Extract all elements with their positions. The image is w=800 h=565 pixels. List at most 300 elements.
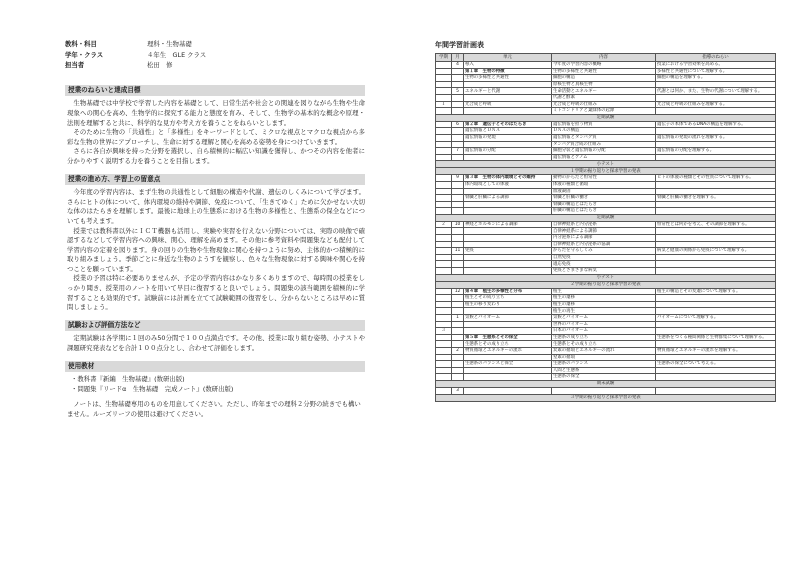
plan-month-cell [452,361,464,368]
plan-row [436,241,776,248]
plan-band-row [436,214,776,221]
plan-content-cell [552,387,656,394]
plan-unit-cell [464,241,552,248]
plan-band-row [436,394,776,401]
header-content: 内容 [552,54,656,62]
class-label: 学年・クラス [65,50,104,59]
plan-content-cell: 植生の再生 [552,308,656,315]
plan-month-cell: 5 [452,88,464,95]
plan-unit-cell: 植生の移り変わり [464,301,552,308]
plan-unit-cell: 腎臓と肝臓による調節 [464,195,552,202]
plan-month-cell [452,94,464,101]
plan-unit-cell [464,268,552,275]
plan-month-cell: 6 [452,121,464,128]
plan-row [436,108,776,115]
plan-term-cell [436,121,452,128]
plan-term-cell [436,301,452,308]
plan-month-cell [452,101,464,108]
plan-unit-cell [464,94,552,101]
plan-aim-cell: 恒常性とは何かを考え、その調節を理解する。 [656,221,776,228]
plan-content-cell: 生態系とその成り立ち [552,341,656,348]
aims-heading: 授業のねらいと達成目標 [65,85,365,97]
plan-unit-cell [464,228,552,235]
plan-month-cell: 7 [452,148,464,155]
plan-unit-cell [464,308,552,315]
aims-paragraph: さらに各自が興味を持った分野を選択し、自ら積極的に幅広い知識を獲得し、かつその内容を他者に分かりやすく説明する力を養うことを目指します。 [67,147,365,165]
notebook-note: ノートは、生物基礎専用のものを用意してください。ただし、昨年までの理科２分野の続きでも構いません。ルーズリーフの使用は避けてください。 [67,400,361,418]
plan-unit-cell: 体内環境としての体液 [464,181,552,188]
plan-month-cell [452,268,464,275]
plan-term-cell [436,295,452,302]
plan-month-cell: 3 [452,387,464,394]
plan-content-cell: 腎臓の構造とはたらき [552,201,656,208]
plan-aim-cell [656,295,776,302]
plan-unit-cell [464,261,552,268]
plan-month-cell [452,301,464,308]
plan-term-cell [436,175,452,182]
method-heading: 授業の進め方、学習上の留意点 [65,174,365,186]
plan-term-cell [436,188,452,195]
plan-unit-cell: エネルギーと代謝 [464,88,552,95]
plan-content-cell: 自律神経系と内分泌系 [552,221,656,228]
plan-row [436,308,776,315]
plan-unit-cell [464,154,552,161]
plan-month-cell [452,228,464,235]
plan-content-cell: 生態系のバランス [552,361,656,368]
plan-row [436,221,776,228]
plan-content-cell: 動物のからだと恒常性 [552,175,656,182]
plan-row [436,334,776,341]
plan-row [436,315,776,322]
plan-month-cell [452,254,464,261]
plan-month-cell: 2 [452,347,464,354]
plan-month-cell [452,68,464,75]
plan-term-cell [436,208,452,215]
plan-month-cell [452,181,464,188]
plan-aim-cell [656,354,776,361]
plan-aim-cell [656,108,776,115]
aims-paragraph: そのために生物の「共通性」と「多様性」をキーワードとして、ミクロな視点とマクロな視点から多彩な生物の世界にアプローチし、生命に対する理解と関心を高める姿勢を身につけていきます。 [67,128,365,146]
header-aim: 指導のねらい [656,54,776,62]
plan-header-row [436,54,776,62]
materials-heading: 使用教材 [65,361,365,373]
plan-term-cell [436,134,452,141]
plan-row [436,188,776,195]
plan-unit-cell [464,108,552,115]
plan-content-cell: 人間と生態系 [552,367,656,374]
plan-aim-cell: 授業における学習効果を高める。 [656,62,776,69]
plan-unit-cell [464,141,552,148]
plan-row [436,268,776,275]
plan-term-cell [436,108,452,115]
plan-aim-cell [656,387,776,394]
plan-unit-cell [464,328,552,335]
plan-row [436,228,776,235]
plan-content-cell: 植生 [552,288,656,295]
plan-aim-cell: 代謝とは何か、また、生物の代謝について理解する。 [656,88,776,95]
plan-month-cell [452,241,464,248]
plan-aim-cell: 遺伝情報の発現の流れを理解する。 [656,134,776,141]
plan-unit-cell: 生物の多様性と共通性 [464,75,552,82]
method-paragraph: 授業の予習は特に必要ありませんが、予定の学習内容はかなり多くありますので、毎時間の授業をしっかり聞き、授業用のノートを用いて早目に復習すると良いでしょう。問題集の該当範囲を積極的に学習することも効果的です。試験前には計画を立てて試験範囲の復習をし、分からないところは早めに質問しましょう。 [67,274,365,312]
materials-item: ・教科書『新編 生物基礎』(数研出版) [71,375,185,384]
plan-row [436,88,776,95]
plan-aim-cell [656,341,776,348]
plan-row [436,341,776,348]
plan-month-cell: 10 [452,221,464,228]
plan-unit-cell: 遺伝情報の分配 [464,148,552,155]
plan-content-cell: 細胞の構造 [552,75,656,82]
subject-value: 理科・生物基礎 [147,40,192,48]
plan-row [436,254,776,261]
plan-band-label: 期末試験 [436,380,776,387]
plan-content-cell: 体液の種類と循環 [552,181,656,188]
plan-term-cell [436,154,452,161]
plan-band-row [436,161,776,168]
plan-content-cell: タンパク質合成の仕組み [552,141,656,148]
plan-month-cell: 11 [452,248,464,255]
plan-row [436,354,776,361]
teacher-label: 担当者 [65,61,85,70]
evaluation-paragraph: 定期試験は各学期に１回のみ50分間で１００点満点です。その他、授業に取り組む姿勢、小テストや課題研究発表などを合計１００点分とし、合わせて評価をします。 [67,334,365,353]
plan-aim-cell [656,154,776,161]
plan-month-cell [452,321,464,328]
plan-term-cell [436,308,452,315]
plan-aim-cell [656,367,776,374]
plan-row [436,81,776,88]
plan-row [436,208,776,215]
plan-term-cell [436,235,452,242]
plan-month-cell [452,367,464,374]
plan-month-cell [452,188,464,195]
plan-unit-cell [464,188,552,195]
plan-aim-cell: ヒトの体液の種類とその性質について理解する。 [656,175,776,182]
plan-aim-cell [656,141,776,148]
plan-aim-cell [656,241,776,248]
plan-term-cell [436,148,452,155]
plan-month-cell [452,208,464,215]
plan-unit-cell: 第５章 生態系とその保全 [464,334,552,341]
plan-content-cell: 生態系の成り立ち [552,334,656,341]
plan-aim-cell [656,94,776,101]
plan-row [436,347,776,354]
plan-term-cell [436,248,452,255]
teacher-value: 松田 修 [147,61,173,70]
plan-term-cell [436,268,452,275]
materials-item: ・問題集『リードα 生物基礎 完成ノート』(数研出版) [71,384,234,393]
plan-term-cell [436,347,452,354]
plan-unit-cell [464,254,552,261]
plan-month-cell [452,134,464,141]
plan-unit-cell: 第１章 生物の特徴 [464,68,552,75]
plan-month-cell [452,374,464,381]
plan-content-cell: 生命活動とエネルギー [552,88,656,95]
plan-unit-cell: 植生とその成り立ち [464,295,552,302]
plan-content-cell: 肝臓の構造とはたらき [552,208,656,215]
plan-band-label: ３学期の振り返りと探求学習の発表 [436,394,776,401]
subject-label: 教科・科目 [65,40,97,48]
plan-term-cell [436,88,452,95]
plan-aim-cell [656,81,776,88]
plan-row [436,68,776,75]
plan-content-cell: ＤＮＡの構造 [552,128,656,135]
plan-content-cell: 植生の遷移 [552,295,656,302]
plan-row [436,328,776,335]
plan-unit-cell: 光合成と呼吸 [464,101,552,108]
plan-aim-cell [656,321,776,328]
aims-paragraph: 生物基礎では中学校で学習した内容を基礎として、日常生活や社会との関連を図りながら生物や生命現象への関心を高め、生物学的に探究する能力と態度を育み、そして、生物学の基本的な概念や原理・法則を理解すると共に、科学的な見方や考え方を養うことをねらいとします。 [67,99,365,127]
plan-content-cell: 今年度の学習内容の概略 [552,62,656,69]
method-paragraph: 授業では教科書以外にＩＣＴ機器も活用し、実験や実習を行えない分野については、実際の映像で確認するなどして学習内容への興味、関心、理解を高めます。その他に参考資料や問題集なども配付して学習内容の定着を図ります。身の回りの生物や生物現象に関心を持つように努め、主体的かつ積極的に取り組みましょう。季節ごとに身近な生物のようすを観察し、色々な生物現象に対する興味や関心を持つことを願っています。 [67,226,365,273]
plan-row [436,134,776,141]
plan-term-cell [436,367,452,374]
plan-month-cell [452,308,464,315]
plan-content-cell: 免疫とさまざまな病気 [552,268,656,275]
plan-aim-cell [656,201,776,208]
plan-row [436,248,776,255]
plan-term-cell: ３ [436,328,452,335]
plan-unit-cell [464,81,552,88]
plan-band-label: ２学期の振り返りと探求学習の発表 [436,281,776,288]
plan-term-cell [436,254,452,261]
header-unit: 単元 [464,54,552,62]
plan-row [436,181,776,188]
plan-row [436,374,776,381]
plan-aim-cell [656,208,776,215]
plan-content-cell: 細胞分裂と遺伝情報の分配 [552,148,656,155]
plan-band-label: 小テスト [436,274,776,281]
plan-term-cell [436,261,452,268]
plan-content-cell: 自律神経系による調節 [552,228,656,235]
plan-term-cell [436,201,452,208]
plan-content-cell: 腎臓と肝臓の働き [552,195,656,202]
plan-term-cell [436,141,452,148]
plan-aim-cell [656,268,776,275]
plan-aim-cell [656,188,776,195]
plan-content-cell: 植生の遷移 [552,301,656,308]
plan-month-cell: 4 [452,62,464,69]
plan-row [436,195,776,202]
plan-row [436,361,776,368]
plan-month-cell [452,354,464,361]
plan-month-cell [452,328,464,335]
plan-aim-cell [656,301,776,308]
plan-row [436,261,776,268]
plan-content-cell: 遺伝情報とタンパク質 [552,134,656,141]
plan-aim-cell [656,261,776,268]
class-value: ４年生 GLE クラス [147,50,207,59]
plan-content-cell: 日本のバイオーム [552,328,656,335]
plan-month-cell [452,108,464,115]
plan-term-cell [436,361,452,368]
plan-content-cell: 遺伝情報とゲノム [552,154,656,161]
plan-content-cell: 窒素の循環 [552,354,656,361]
plan-content-cell: 内分泌系による調節 [552,235,656,242]
plan-row [436,121,776,128]
plan-aim-cell [656,328,776,335]
plan-term-cell [436,315,452,322]
plan-unit-cell [464,208,552,215]
plan-row [436,94,776,101]
plan-row [436,128,776,135]
plan-row [436,235,776,242]
plan-month-cell [452,81,464,88]
plan-content-cell: 自律神経系と内分泌系の協調 [552,241,656,248]
plan-term-cell: １ [436,101,452,108]
plan-month-cell [452,141,464,148]
plan-row [436,387,776,394]
plan-band-row [436,281,776,288]
plan-band-label: 定期試験 [436,114,776,121]
plan-aim-cell: 遺伝情報の分配を理解する。 [656,148,776,155]
plan-aim-cell [656,181,776,188]
plan-term-cell [436,128,452,135]
plan-row [436,367,776,374]
plan-unit-cell: 遺伝情報の発現 [464,134,552,141]
plan-term-cell [436,387,452,394]
plan-month-cell: 9 [452,175,464,182]
plan-unit-cell: 第３章 生物の体内環境とその維持 [464,175,552,182]
plan-band-label: １学期の振り返りと探求学習の発表 [436,168,776,175]
plan-term-cell [436,75,452,82]
plan-unit-cell: 第２章 遺伝子とそのはたらき [464,121,552,128]
plan-unit-cell: 物質循環とエネルギーの流れ [464,347,552,354]
plan-content-cell: 世界のバイオーム [552,321,656,328]
plan-unit-cell [464,387,552,394]
plan-band-label: 小テスト [436,161,776,168]
plan-month-cell [452,128,464,135]
annual-plan [435,40,775,402]
plan-month-cell [452,334,464,341]
plan-month-cell [452,195,464,202]
plan-content-cell: からだを守るしくみ [552,248,656,255]
evaluation-heading: 試験および評価方法など [65,320,365,332]
plan-title: 年間学習計画表 [435,41,484,49]
plan-aim-cell [656,254,776,261]
plan-aim-cell: 遺伝子の本体であるDNAの構造を理解する。 [656,121,776,128]
course-info [65,40,365,71]
plan-aim-cell [656,235,776,242]
plan-unit-cell: 第４章 植生の多様性と分布 [464,288,552,295]
plan-term-cell [436,94,452,101]
plan-row [436,141,776,148]
plan-term-cell [436,241,452,248]
plan-term-cell: ２ [436,221,452,228]
plan-row [436,154,776,161]
method-paragraph: 今年度の学習内容は、まず生物の共通性として細胞の構造や代謝、遺伝のしくみについて学びます。さらにヒトの体について、体内環境の維持や調節、免疫について、「生きてゆく」ために欠かせない大切な体のはたらきを理解します。最後に地球上の生態系における生物の多様性と、生態系の保全などについても考えます。 [67,188,365,225]
header-month: 月 [452,54,464,62]
plan-content-cell: 生物の多様性と共通性 [552,68,656,75]
plan-term-cell [436,341,452,348]
plan-content-cell: 炭素の循環とエネルギーの流れ [552,347,656,354]
plan-row [436,175,776,182]
plan-content-cell: 適応免疫 [552,261,656,268]
plan-content-cell: 自然免疫 [552,254,656,261]
plan-month-cell [452,154,464,161]
plan-aim-cell: 多様性と共通性について理解する。 [656,68,776,75]
plan-unit-cell [464,354,552,361]
plan-content-cell: 代謝と酵素 [552,94,656,101]
plan-term-cell [436,228,452,235]
plan-table [435,53,776,402]
plan-unit-cell: 気候とバイオーム [464,315,552,322]
plan-term-cell [436,321,452,328]
header-term: 学期 [436,54,452,62]
plan-row [436,201,776,208]
plan-term-cell [436,62,452,69]
plan-row [436,62,776,69]
plan-unit-cell [464,367,552,374]
plan-aim-cell: 病気と健康の関係から免疫について理解する。 [656,248,776,255]
plan-aim-cell [656,374,776,381]
plan-row [436,288,776,295]
plan-month-cell [452,295,464,302]
plan-band-row [436,114,776,121]
plan-term-cell [436,374,452,381]
plan-aim-cell: 生態系をつくる種間関係と生物群集について理解する。 [656,334,776,341]
plan-term-cell [436,288,452,295]
plan-month-cell [452,341,464,348]
plan-aim-cell [656,228,776,235]
plan-band-row [436,274,776,281]
plan-month-cell: 12 [452,288,464,295]
plan-row [436,101,776,108]
syllabus-text [65,40,365,420]
plan-band-row [436,168,776,175]
plan-month-cell: 1 [452,315,464,322]
plan-unit-cell: 免疫 [464,248,552,255]
plan-row [436,295,776,302]
plan-term-cell [436,81,452,88]
plan-unit-cell [464,201,552,208]
plan-unit-cell [464,321,552,328]
plan-month-cell [452,201,464,208]
plan-content-cell: 原核生物と真核生物 [552,81,656,88]
plan-unit-cell: 神経とホルモンによる調節 [464,221,552,228]
plan-term-cell [436,334,452,341]
plan-aim-cell: バイオームについて理解する。 [656,315,776,322]
plan-unit-cell [464,374,552,381]
plan-aim-cell: 植生の構造とその変遷について理解する。 [656,288,776,295]
plan-band-row [436,380,776,387]
plan-term-cell [436,181,452,188]
plan-month-cell [452,235,464,242]
plan-aim-cell: 腎臓と肝臓の働きを理解する。 [656,195,776,202]
plan-unit-cell: 生態系のバランスと保全 [464,361,552,368]
plan-body [436,62,776,402]
plan-aim-cell: 物質循環とエネルギーの流れを理解する。 [656,347,776,354]
plan-aim-cell: 生態系の保全について考える。 [656,361,776,368]
plan-aim-cell [656,308,776,315]
plan-row [436,301,776,308]
plan-month-cell [452,261,464,268]
plan-aim-cell: 光合成と呼吸の仕組みを理解する。 [656,101,776,108]
plan-term-cell [436,354,452,361]
plan-aim-cell [656,128,776,135]
plan-content-cell: 血液凝固 [552,188,656,195]
plan-content-cell: 気候とバイオーム [552,315,656,322]
plan-aim-cell: 細胞の構造を理解する。 [656,75,776,82]
plan-band-label: 定期試験 [436,214,776,221]
plan-content-cell: 生態系の保全 [552,374,656,381]
plan-row [436,321,776,328]
plan-content-cell: 光合成と呼吸の仕組み [552,101,656,108]
plan-row [436,148,776,155]
plan-month-cell [452,75,464,82]
plan-content-cell: 遺伝情報を担う物質 [552,121,656,128]
plan-term-cell [436,68,452,75]
plan-row [436,75,776,82]
